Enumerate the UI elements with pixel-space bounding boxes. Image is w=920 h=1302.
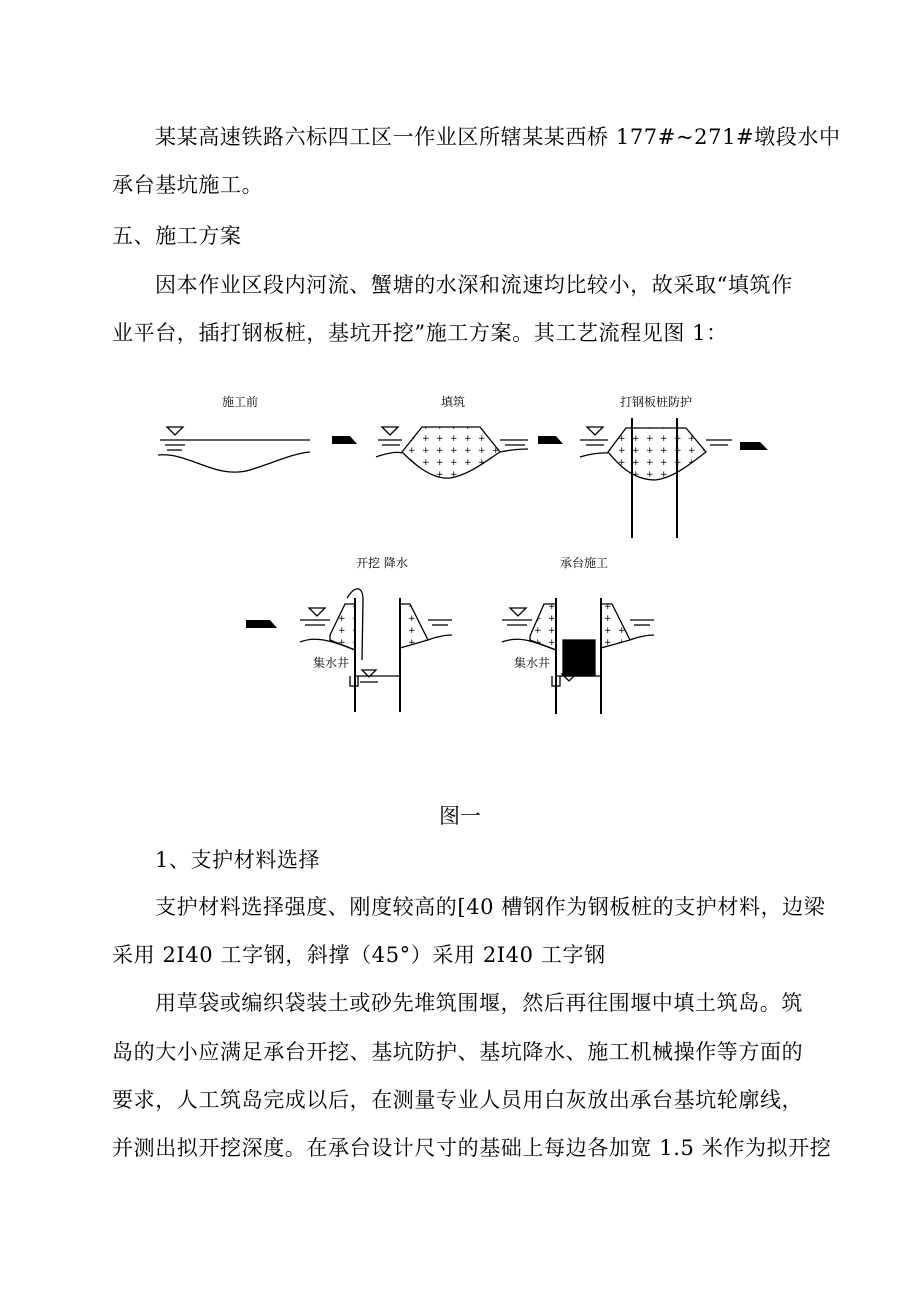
paragraph-4-line-2: 岛的大小应满足承台开挖、基坑防护、基坑降水、施工机械操作等方面的 (112, 1040, 804, 1064)
sump-label-stage-4: 集水井 (313, 656, 350, 670)
water-level-icon (510, 608, 526, 616)
pile-cap-block (563, 640, 595, 676)
fill-island (402, 427, 500, 478)
flow-arrow-1 (332, 436, 357, 444)
paragraph-4-line-1: 用草袋或编织袋装土或砂先堆筑围堰，然后再往围堰中填土筑岛。筑 (155, 991, 803, 1015)
fill-island (608, 428, 706, 480)
paragraph-4-line-3: 要求，人工筑岛完成以后，在测量专业人员用白灰放出承台基坑轮廓线， (112, 1088, 804, 1112)
section-heading-1: 1、支护材料选择 (155, 848, 321, 872)
right-fill-slope (601, 604, 630, 648)
figure-caption: 图一 (439, 804, 481, 828)
paragraph-1-line-1: 某某高速铁路六标四工区一作业区所辖某某西桥 177#~271#墩段水中 (155, 125, 841, 149)
paragraph-4-line-4: 并测出拟开挖深度。在承台设计尺寸的基础上每边各加宽 1.5 米作为拟开挖 (112, 1136, 832, 1160)
stage-1-label: 施工前 (222, 395, 259, 409)
stage-before-construction (158, 427, 310, 472)
stage-excavation-dewatering (300, 589, 452, 712)
stage-4-label: 开挖 降水 (356, 556, 408, 570)
water-level-icon (167, 427, 183, 435)
stage-3-label: 打钢板桩防护 (620, 395, 693, 409)
paragraph-2-line-1: 因本作业区段内河流、蟹塘的水深和流速均比较小，故采取“填筑作 (155, 273, 793, 297)
left-fill-slope (530, 604, 556, 650)
paragraph-3-line-1: 支护材料选择强度、刚度较高的[40 槽钢作为钢板桩的支护材料，边梁 (155, 895, 826, 919)
stage-sheet-pile (580, 418, 732, 538)
stage-5-label: 承台施工 (560, 556, 609, 570)
flow-arrow-2 (538, 436, 563, 444)
riverbed-line (158, 452, 310, 472)
water-level-icon (587, 427, 603, 435)
paragraph-1-line-2: 承台基坑施工。 (112, 173, 264, 197)
stage-2-label: 填筑 (441, 395, 466, 409)
paragraph-2-line-2: 业平台，插打钢板桩，基坑开挖”施工方案。其工艺流程见图 1： (112, 321, 728, 345)
flow-arrow-3 (740, 442, 768, 450)
right-fill-slope (400, 604, 428, 648)
sump-label-stage-5: 集水井 (514, 656, 551, 670)
water-level-icon (382, 427, 398, 435)
flow-arrow-4 (246, 620, 277, 628)
paragraph-3-line-2: 采用 2I40 工字钢，斜撑（45°）采用 2I40 工字钢 (112, 943, 606, 967)
water-level-icon (309, 608, 325, 616)
stage-fill (376, 427, 528, 478)
section-heading-5: 五、施工方案 (112, 224, 242, 248)
